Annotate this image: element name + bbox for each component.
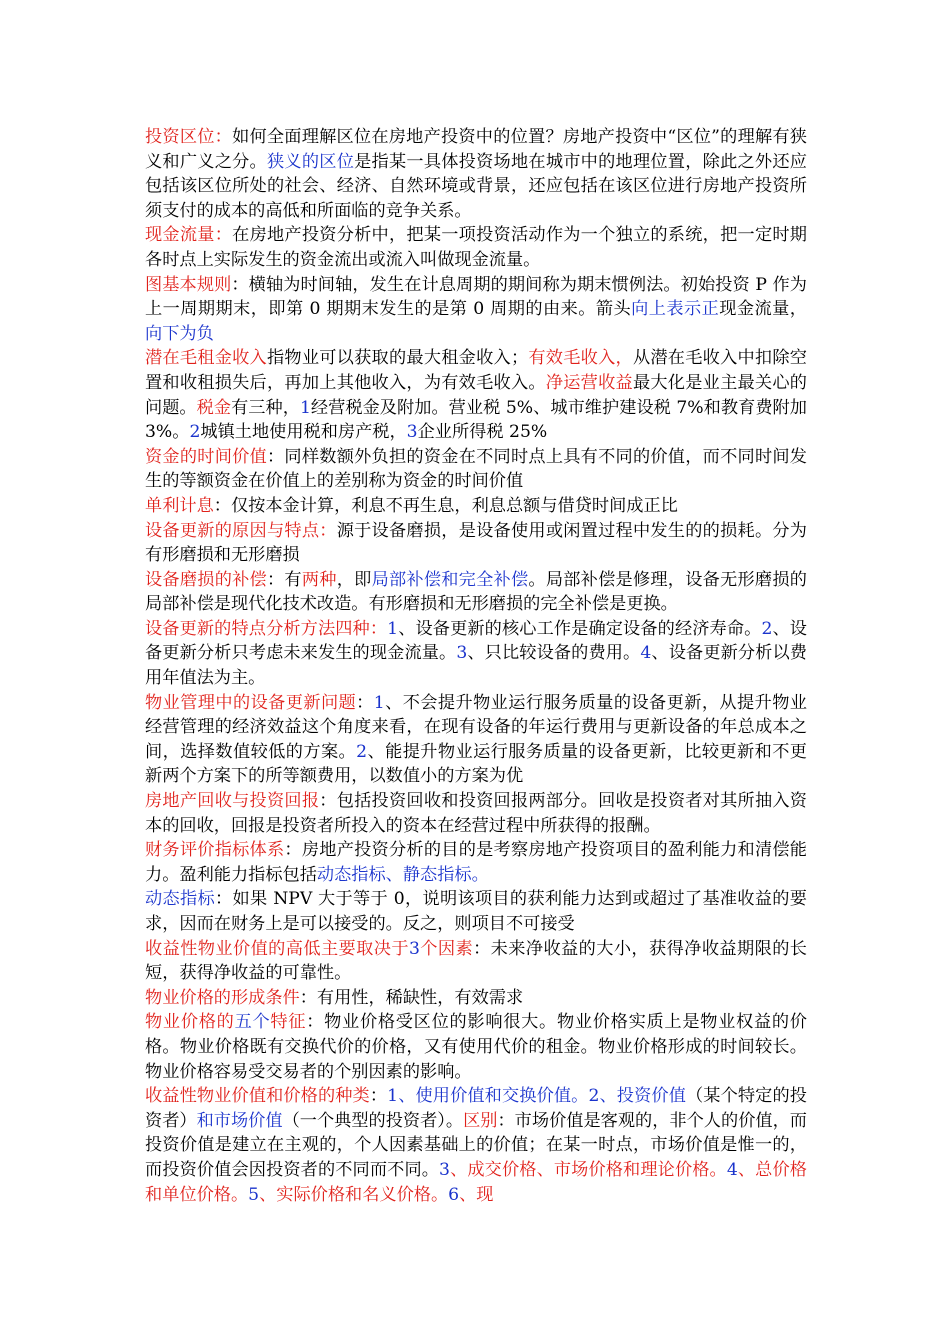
paragraph-price-conditions [145, 986, 807, 1011]
text-run: 物业管理中的设备更新问题 [145, 692, 357, 713]
text-run: 指物业可以获取的最大租金收入； [266, 348, 529, 369]
text-run: 、不会提升物业运行服务质量的设备更新，从提升物业经营管理的经济效益这个角度来看，在现有设备的年运行费用与更新设备的年总成本之间，选择数值较低的方案。 [145, 692, 807, 762]
text-run: 房地产回收与投资回报 [145, 791, 320, 812]
text-run: 是指某一具体投资场地在城市中的地理位置，除此之外还应包括该区位所处的社会、经济、自然环境或背景，还应包括在该区位进行房地产投资所须支付的成本的高低和所面临的竞争关系。 [145, 151, 807, 221]
text-run: 个因素 [419, 938, 474, 959]
text-run: ：有 [266, 569, 302, 590]
text-run: 动态指标、静态指标。 [316, 864, 489, 885]
text-run: 潜在毛租金收入 [145, 348, 267, 369]
paragraph-cash-flow [145, 223, 807, 272]
text-run: 现金流量， [719, 299, 807, 320]
text-run: 设备磨损的补偿 [145, 569, 267, 590]
text-run: 两种 [301, 569, 337, 590]
paragraph-equipment-renewal-reasons [145, 519, 807, 568]
text-run: 有三种， [231, 397, 300, 418]
text-run: ：市场价值是客观的，非个人的价值，而投资价值是建立在主观的，个人因素基础上的价值；在某一时点，市场价值是惟一的，而投资价值会因投资者的不同而不同。 [145, 1110, 807, 1180]
text-run: ：未来净收益的大小，获得净收益期限的长短，获得净收益的可靠性。 [145, 938, 807, 984]
text-run: ：仅按本金计算，利息不再生息，利息总额与借贷时间成正比 [213, 495, 678, 516]
paragraph-diagram-rules [145, 273, 807, 347]
text-run: 向下为负 [145, 323, 214, 344]
text-run: 物业价格的 [145, 1012, 235, 1033]
paragraph-renewal-analysis-methods [145, 617, 807, 691]
text-run: ：物业价格受区位的影响很大。物业价格实质上是物业权益的价格。物业价格既有交换代价的价格，又有使用代价的租金。物业价格形成的时间较长。物业价格容易受交易者的个别因素的影响。 [145, 1012, 807, 1082]
text-run: 1、使用价值和交换价值。2、投资价值 [387, 1086, 686, 1107]
text-run: 现金流量： [145, 225, 233, 246]
paragraph-property-equipment-renewal [145, 691, 807, 789]
paragraph-rental-income [145, 346, 807, 444]
text-run: 五个 [234, 1012, 271, 1033]
text-run: 1 [299, 397, 311, 418]
text-run: 如何全面理解区位在房地产投资中的位置？房地产投资中“区位”的理解有狭义和广义之分。 [145, 127, 807, 172]
text-run: 局部补偿和完全补偿 [371, 569, 529, 590]
paragraph-time-value [145, 445, 807, 494]
paragraph-value-factors [145, 937, 807, 986]
text-run: 向上表示正 [631, 299, 720, 320]
text-run: 收益性物业价值的高低主要取决于 [145, 938, 409, 959]
text-run: 收益性物业价值和价格的种类 [145, 1086, 370, 1107]
text-run: 3 [439, 1159, 450, 1180]
text-run: ：如果 NPV 大于等于 0，说明该项目的获利能力达到或超过了基准收益的要求，因而在财务上是可以接受的。反之，则项目不可接受 [145, 889, 807, 934]
text-run: 、设备更新分析只考虑未来发生的现金流量。 [145, 618, 807, 664]
text-run: （一个典型的投资者）。 [282, 1110, 464, 1131]
text-run: 最大化是业主最关心的问题。 [145, 372, 807, 418]
text-run: 特征 [270, 1012, 307, 1033]
text-run: 、现 [459, 1184, 494, 1205]
text-run: 。局部补偿是修理，设备无形磨损的局部补偿是现代化技术改造。有形磨损和无形磨损的完全补偿是更换。 [145, 569, 807, 615]
text-run: 城镇土地使用税和房产税， [200, 422, 407, 443]
text-run: 4 [640, 643, 652, 664]
paragraph-recovery-and-return [145, 789, 807, 838]
text-run: 狭义的区位 [266, 151, 355, 172]
text-run: 2 [356, 741, 368, 762]
text-run: 企业所得税 25% [417, 422, 548, 443]
text-run: 、实际价格和名义价格。 [259, 1184, 449, 1205]
text-run: 税金 [196, 397, 232, 418]
text-run: 在房地产投资分析中，把某一项投资活动作为一个独立的系统，把一定时期各时点上实际发生的资金流出或流入叫做现金流量。 [145, 225, 807, 270]
text-run: 经营税金及附加。营业税 5%、城市维护建设税 7%和教育费附加 3%。 [145, 397, 807, 443]
paragraph-financial-indicators [145, 838, 807, 887]
text-run: 单利计息 [145, 495, 214, 516]
text-run: 区别 [463, 1110, 498, 1131]
text-run: 、能提升物业运行服务质量的设备更新，比较更新和不更新两个方案下的所等额费用，以数值小的方案为优 [145, 741, 807, 787]
text-run: 1 [387, 618, 399, 639]
text-run: 动态指标 [145, 889, 215, 910]
text-run: 、总价格和单位价格。 [145, 1159, 807, 1205]
document-page [145, 125, 807, 1207]
text-run: 2 [761, 618, 773, 639]
text-run: 物业价格的形成条件 [145, 987, 300, 1008]
text-run: 3 [408, 938, 420, 959]
text-run: 3 [406, 422, 418, 443]
text-run: ：包括投资回收和投资回报两部分。回收是投资者对其所抽入资本的回收，回报是投资者所投入的资本在经营过程中所获得的报酬。 [145, 791, 807, 836]
text-run: 1 [373, 692, 385, 713]
text-run: ： [356, 692, 374, 713]
text-run: 、设备更新的核心工作是确定设备的经济寿命。 [398, 618, 762, 639]
text-run: 有效毛收入， [528, 348, 633, 369]
text-run: 投资区位： [145, 127, 233, 147]
paragraph-price-features [145, 1010, 807, 1084]
text-run: ：同样数额外负担的资金在不同时点上具有不同的价值，而不同时间发生的等额资金在价值上的差别称为资金的时间价值 [145, 446, 807, 492]
text-run: 、只比较设备的费用。 [467, 643, 641, 664]
text-run: ：有用性，稀缺性，有效需求 [299, 987, 524, 1008]
text-run: 资金的时间价值 [145, 446, 267, 467]
text-run: 财务评价指标体系 [145, 840, 285, 861]
text-run: 、成交价格、市场价格和理论价格。 [449, 1159, 727, 1180]
text-run: ： [369, 1086, 388, 1107]
paragraph-wear-compensation [145, 568, 807, 617]
text-run: 图基本规则 [145, 274, 232, 295]
paragraph-simple-interest [145, 494, 807, 519]
text-run: 净运营收益 [545, 372, 633, 393]
text-run: 6 [448, 1184, 460, 1205]
paragraph-value-price-types [145, 1084, 807, 1207]
text-run: ，即 [336, 569, 372, 590]
text-run: 2 [189, 422, 201, 443]
text-run: 和市场价值 [196, 1110, 283, 1131]
text-run: 设备更新的特点分析方法四种： [145, 618, 388, 639]
paragraph-investment-location [145, 125, 807, 223]
paragraph-dynamic-indicators [145, 887, 807, 936]
text-run: （某个特定的投资者） [145, 1086, 807, 1131]
text-run: ：横轴为时间轴，发生在计息周期的期间称为期末惯例法。初始投资 P 作为上一周期期末，即第 0 期期末发生的是第 0 周期的由来。箭头 [145, 274, 807, 320]
text-run: 3 [456, 643, 468, 664]
text-run: 、设备更新分析以费用年值法为主。 [145, 643, 807, 689]
text-run: 设备更新的原因与特点： [145, 520, 337, 541]
text-run: ：房地产投资分析的目的是考察房地产投资项目的盈利能力和清偿能力。盈利能力指标包括 [145, 840, 807, 885]
text-run: 5 [248, 1184, 260, 1205]
text-run: 源于设备磨损，是设备使用或闲置过程中发生的的损耗。分为有形磨损和无形磨损 [145, 520, 807, 566]
text-run: 4 [726, 1159, 738, 1180]
text-run: 从潜在毛收入中扣除空置和收租损失后，再加上其他收入，为有效毛收入。 [145, 348, 807, 393]
